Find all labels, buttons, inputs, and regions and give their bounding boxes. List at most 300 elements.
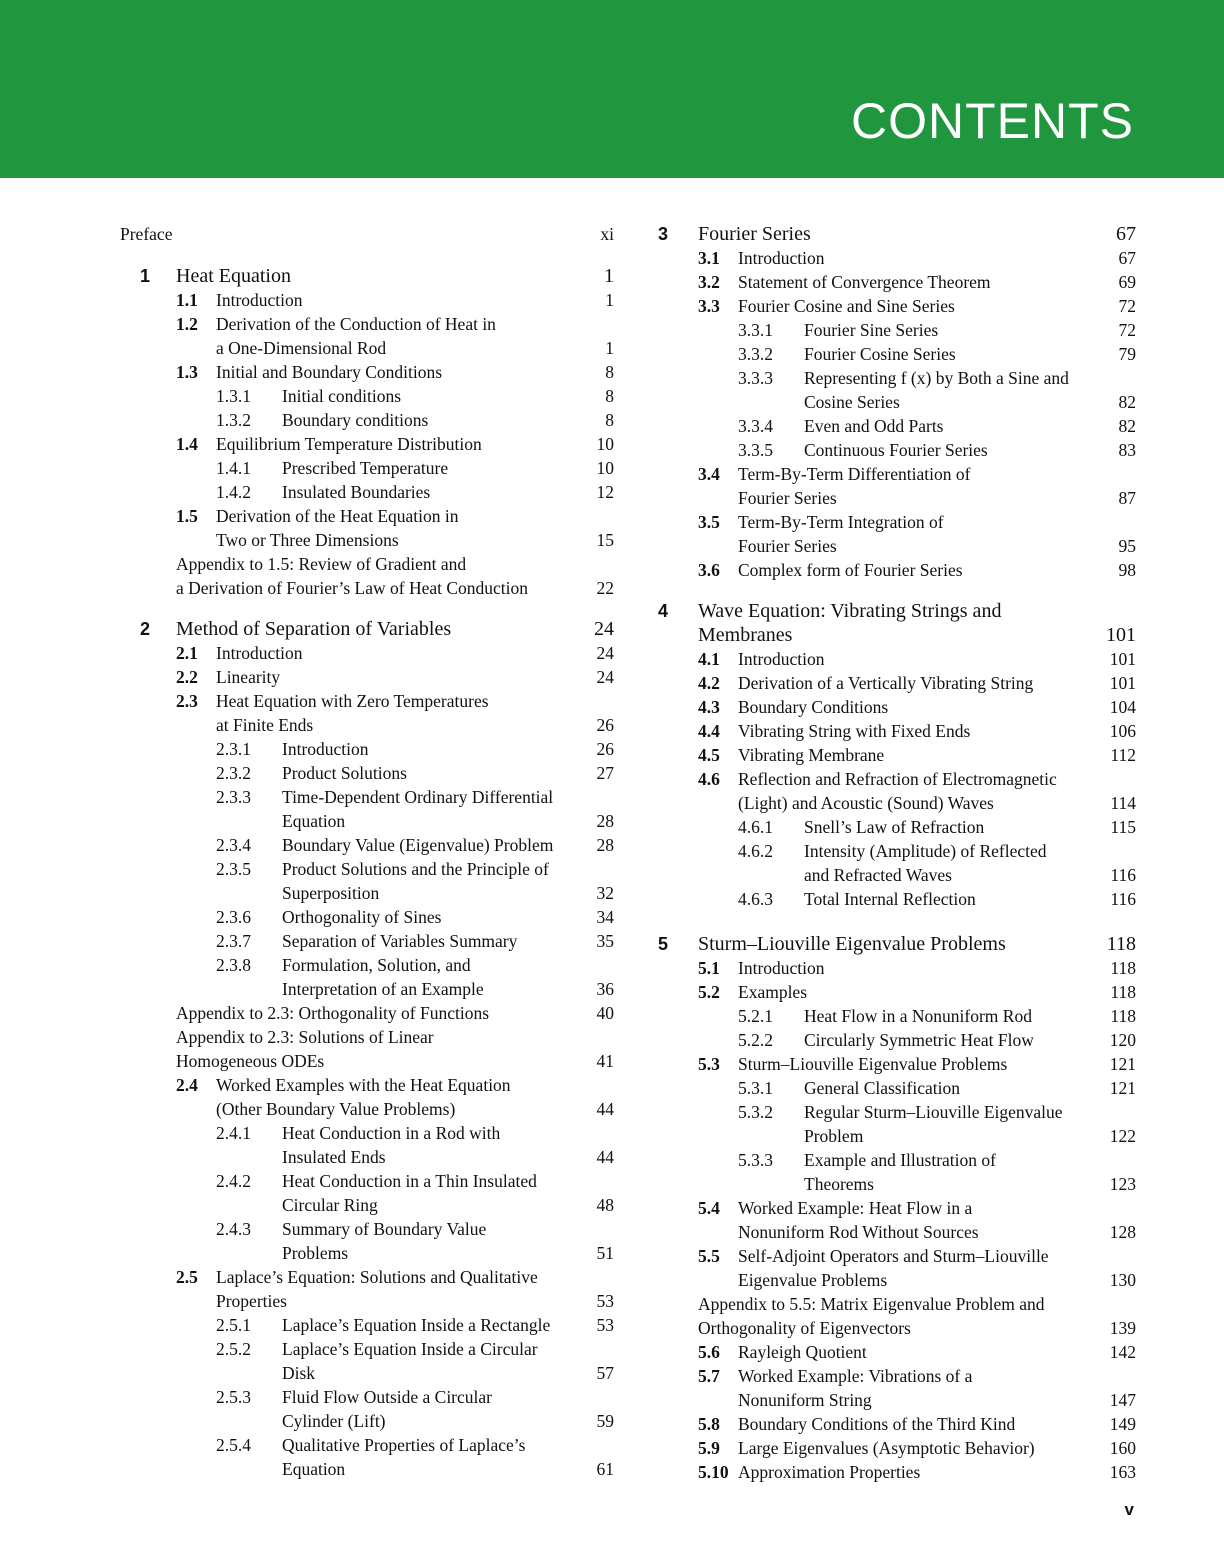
toc-entry-title: Equilibrium Temperature Distribution xyxy=(216,434,482,454)
toc-entry-page: 106 xyxy=(1109,721,1136,741)
toc-entry-page: 12 xyxy=(596,482,614,502)
toc-entry-title: Fourier Sine Series xyxy=(804,320,939,340)
toc-entry-page: 114 xyxy=(1110,793,1136,813)
toc-subsection-entry xyxy=(660,863,1136,887)
toc-subsection-entry xyxy=(660,1076,1136,1100)
toc-entry-title: Laplace’s Equation Inside a Circular xyxy=(282,1339,538,1359)
toc-entry-number: 1.3 xyxy=(176,362,198,382)
toc-chapter-entry xyxy=(120,264,614,288)
toc-entry-title: Problem xyxy=(804,1126,864,1146)
toc-entry-page: 44 xyxy=(596,1147,614,1167)
toc-entry-title: Superposition xyxy=(282,883,380,903)
toc-entry-title: Self-Adjoint Operators and Sturm–Liouville xyxy=(738,1246,1049,1266)
toc-entry-page: 112 xyxy=(1110,745,1136,765)
toc-entry-page: 57 xyxy=(596,1363,614,1383)
toc-entry-number: 2.3.5 xyxy=(216,859,251,879)
toc-subsection-entry xyxy=(120,1409,614,1433)
toc-entry-title: Examples xyxy=(738,982,808,1002)
toc-subsection-entry xyxy=(660,1124,1136,1148)
toc-section-entry xyxy=(660,534,1136,558)
toc-entry-title: Heat Equation xyxy=(176,265,291,287)
toc-entry-title: Appendix to 5.5: Matrix Eigenvalue Problem and xyxy=(698,1294,1045,1314)
toc-subsection-entry xyxy=(120,1433,614,1457)
toc-subsection-entry xyxy=(120,456,614,480)
toc-entry-title: Appendix to 1.5: Review of Gradient and xyxy=(176,554,467,574)
toc-entry-title: (Other Boundary Value Problems) xyxy=(216,1099,456,1119)
toc-entry-number: 1.4 xyxy=(176,434,198,454)
toc-subsection-entry xyxy=(120,833,614,857)
toc-entry-page: 53 xyxy=(596,1291,614,1311)
toc-entry-page: 10 xyxy=(596,434,614,454)
toc-subsection-entry xyxy=(120,1193,614,1217)
toc-entry-title: Introduction xyxy=(282,739,369,759)
toc-entry-number: 5.9 xyxy=(698,1438,720,1458)
toc-entry-title: Circularly Symmetric Heat Flow xyxy=(804,1030,1034,1050)
toc-entry-page: 130 xyxy=(1109,1270,1136,1290)
toc-entry-page: 27 xyxy=(596,763,614,783)
toc-entry-page: 8 xyxy=(605,410,614,430)
toc-entry-title: Qualitative Properties of Laplace’s xyxy=(282,1435,526,1455)
toc-entry-title: Introduction xyxy=(738,958,825,978)
toc-section-entry xyxy=(120,336,614,360)
toc-entry-title: and Refracted Waves xyxy=(804,865,952,885)
toc-entry-number: 5.4 xyxy=(698,1198,720,1218)
toc-entry-page: 101 xyxy=(1109,649,1136,669)
toc-entry-number: 5.8 xyxy=(698,1414,720,1434)
toc-entry-number: 4 xyxy=(658,601,669,621)
toc-subsection-entry xyxy=(120,1361,614,1385)
toc-subsection-entry xyxy=(120,953,614,977)
toc-entry-page: 48 xyxy=(596,1195,614,1215)
toc-section-entry xyxy=(120,528,614,552)
toc-entry-title: Approximation Properties xyxy=(738,1462,921,1482)
toc-entry-page: 128 xyxy=(1109,1222,1136,1242)
toc-section-entry xyxy=(120,1073,614,1097)
toc-entry-number: 2.3.8 xyxy=(216,955,251,975)
toc-entry-number: 2.3.6 xyxy=(216,907,251,927)
toc-entry-page: 1 xyxy=(604,265,614,287)
toc-entry-title: Linearity xyxy=(216,667,281,687)
toc-entry-page: 95 xyxy=(1118,536,1136,556)
toc-entry-page: 26 xyxy=(596,739,614,759)
toc-entry-title: Properties xyxy=(216,1291,287,1311)
toc-entry-title: Insulated Boundaries xyxy=(282,482,431,502)
toc-section-entry xyxy=(660,1412,1136,1436)
toc-entry-title: Worked Example: Heat Flow in a xyxy=(738,1198,973,1218)
toc-entry-page: 79 xyxy=(1118,344,1136,364)
toc-entry-title: Representing f (x) by Both a Sine and xyxy=(804,368,1069,388)
toc-entry-number: 3.3.1 xyxy=(738,320,773,340)
toc-entry-title: Equation xyxy=(282,1459,346,1479)
toc-entry-title: Term-By-Term Integration of xyxy=(738,512,944,532)
toc-entry-page: 82 xyxy=(1118,416,1136,436)
toc-entry-page: 44 xyxy=(596,1099,614,1119)
toc-entry-number: 3.4 xyxy=(698,464,720,484)
toc-entry-title: Derivation of the Conduction of Heat in xyxy=(216,314,496,334)
toc-entry-page: 22 xyxy=(596,578,614,598)
toc-entry-page: 121 xyxy=(1109,1078,1136,1098)
toc-entry-title: Worked Example: Vibrations of a xyxy=(738,1366,973,1386)
toc-section-entry xyxy=(120,312,614,336)
toc-section-entry xyxy=(660,647,1136,671)
toc-entry-title: Reflection and Refraction of Electromagnetic xyxy=(738,769,1057,789)
toc-entry-number: 3.3 xyxy=(698,296,720,316)
toc-entry-title: Worked Examples with the Heat Equation xyxy=(216,1075,511,1095)
toc-entry-page: 87 xyxy=(1118,488,1136,508)
toc-entry-page: 40 xyxy=(596,1003,614,1023)
toc-section-entry xyxy=(120,1289,614,1313)
toc-appendix-entry xyxy=(120,552,614,576)
toc-entry-page: 24 xyxy=(594,618,614,640)
toc-entry-number: 3.3.5 xyxy=(738,440,773,460)
toc-entry-number: 5.6 xyxy=(698,1342,720,1362)
toc-entry-title: Statement of Convergence Theorem xyxy=(738,272,991,292)
toc-entry-page: 98 xyxy=(1118,560,1136,580)
toc-entry-title: Continuous Fourier Series xyxy=(804,440,988,460)
toc-entry-number: 3.6 xyxy=(698,560,720,580)
toc-entry-number: 4.6.1 xyxy=(738,817,773,837)
toc-entry-number: 5.5 xyxy=(698,1246,720,1266)
toc-entry-title: Initial and Boundary Conditions xyxy=(216,362,443,382)
header-banner xyxy=(0,0,1224,178)
toc-entry-title: Orthogonality of Sines xyxy=(282,907,442,927)
toc-entry-title: Example and Illustration of xyxy=(804,1150,996,1170)
toc-entry-number: 2.2 xyxy=(176,667,198,687)
toc-entry-number: 1 xyxy=(140,266,151,286)
toc-subsection-entry xyxy=(120,785,614,809)
toc-chapter-entry xyxy=(660,222,1136,246)
toc-entry-title: Introduction xyxy=(216,290,303,310)
toc-entry-number: 4.2 xyxy=(698,673,720,693)
toc-appendix-entry xyxy=(120,1025,614,1049)
toc-entry-title: Appendix to 2.3: Solutions of Linear xyxy=(176,1027,434,1047)
toc-entry-page: 67 xyxy=(1116,223,1136,245)
toc-entry-number: 2.3.3 xyxy=(216,787,251,807)
toc-section-entry xyxy=(660,1364,1136,1388)
toc-section-entry xyxy=(120,360,614,384)
toc-entry-page: 51 xyxy=(596,1243,614,1263)
toc-entry-title: Total Internal Reflection xyxy=(804,889,976,909)
toc-entry-page: 101 xyxy=(1106,624,1136,646)
toc-entry-number: 2.4.2 xyxy=(216,1171,251,1191)
toc-chapter-entry xyxy=(660,932,1136,956)
toc-subsection-entry xyxy=(660,390,1136,414)
toc-section-entry xyxy=(660,1388,1136,1412)
toc-section-entry xyxy=(660,510,1136,534)
toc-entry-title: Fourier Cosine Series xyxy=(804,344,956,364)
toc-entry-number: 5.2.2 xyxy=(738,1030,773,1050)
toc-entry-title: Derivation of the Heat Equation in xyxy=(216,506,459,526)
toc-entry-number: 2.1 xyxy=(176,643,198,663)
toc-subsection-entry xyxy=(660,342,1136,366)
toc-entry-page: 24 xyxy=(596,643,614,663)
toc-right-column xyxy=(660,222,1136,1484)
toc-entry-page: 24 xyxy=(596,667,614,687)
toc-entry-page: 139 xyxy=(1109,1318,1136,1338)
toc-entry-title: Theorems xyxy=(804,1174,874,1194)
toc-entry-number: 2.5.4 xyxy=(216,1435,251,1455)
toc-entry-number: 1.4.1 xyxy=(216,458,251,478)
toc-entry-title: Nonuniform String xyxy=(738,1390,872,1410)
toc-subsection-entry xyxy=(120,977,614,1001)
toc-entry-title: a Derivation of Fourier’s Law of Heat Conduction xyxy=(176,578,529,598)
toc-entry-page: 34 xyxy=(596,907,614,927)
toc-entry-page: 28 xyxy=(596,811,614,831)
toc-appendix-entry xyxy=(660,1316,1136,1340)
toc-entry-page: 28 xyxy=(596,835,614,855)
toc-entry-title: Circular Ring xyxy=(282,1195,378,1215)
toc-entry-title: Boundary Conditions xyxy=(738,697,889,717)
toc-entry-title: Laplace’s Equation Inside a Rectangle xyxy=(282,1315,551,1335)
toc-entry-number: 5.10 xyxy=(698,1462,729,1482)
toc-entry-title: Problems xyxy=(282,1243,349,1263)
toc-subsection-entry xyxy=(120,881,614,905)
toc-section-entry xyxy=(660,1436,1136,1460)
toc-entry-title: Fourier Series xyxy=(738,488,837,508)
toc-entry-title: (Light) and Acoustic (Sound) Waves xyxy=(738,793,994,813)
toc-entry-page: 53 xyxy=(596,1315,614,1335)
toc-appendix-entry xyxy=(120,1049,614,1073)
toc-subsection-entry xyxy=(660,1172,1136,1196)
toc-entry-page: 118 xyxy=(1110,982,1136,1002)
toc-entry-page: 61 xyxy=(596,1459,614,1479)
toc-entry-number: 4.6.3 xyxy=(738,889,773,909)
toc-entry-page: 118 xyxy=(1110,1006,1136,1026)
toc-entry-page: 10 xyxy=(596,458,614,478)
toc-section-entry xyxy=(120,432,614,456)
toc-subsection-entry xyxy=(660,1148,1136,1172)
toc-entry-title: Wave Equation: Vibrating Strings and xyxy=(698,600,1002,622)
toc-chapter-entry xyxy=(120,617,614,641)
toc-entry-number: 5.2 xyxy=(698,982,720,1002)
toc-entry-title: Homogeneous ODEs xyxy=(176,1051,325,1071)
toc-entry-number: 2.3.4 xyxy=(216,835,251,855)
toc-section-entry xyxy=(660,558,1136,582)
toc-section-entry xyxy=(660,719,1136,743)
toc-subsection-entry xyxy=(120,384,614,408)
toc-entry-number: 1.5 xyxy=(176,506,198,526)
toc-entry-number: 4.6.2 xyxy=(738,841,773,861)
toc-subsection-entry xyxy=(120,1217,614,1241)
toc-entry-title: Disk xyxy=(282,1363,316,1383)
toc-entry-number: 3.2 xyxy=(698,272,720,292)
toc-subsection-entry xyxy=(660,1004,1136,1028)
toc-section-entry xyxy=(660,1196,1136,1220)
toc-chapter-entry xyxy=(660,623,1136,647)
toc-entry-title: Derivation of a Vertically Vibrating String xyxy=(738,673,1034,693)
toc-section-entry xyxy=(660,956,1136,980)
toc-entry-title: Initial conditions xyxy=(282,386,402,406)
toc-subsection-entry xyxy=(660,414,1136,438)
toc-entry-page: 32 xyxy=(596,883,614,903)
toc-section-entry xyxy=(660,1460,1136,1484)
toc-subsection-entry xyxy=(120,1337,614,1361)
toc-entry-number: 5.2.1 xyxy=(738,1006,773,1026)
toc-section-entry xyxy=(660,1268,1136,1292)
toc-entry-number: 2.4.1 xyxy=(216,1123,251,1143)
toc-appendix-entry xyxy=(120,1001,614,1025)
spacer xyxy=(120,246,614,264)
spacer xyxy=(660,911,1136,932)
toc-entry-title: Heat Equation with Zero Temperatures xyxy=(216,691,489,711)
toc-entry-page: xi xyxy=(600,224,614,244)
toc-entry-title: Appendix to 2.3: Orthogonality of Functions xyxy=(176,1003,490,1023)
toc-entry-page: 72 xyxy=(1118,296,1136,316)
toc-section-entry xyxy=(660,1052,1136,1076)
toc-entry-page: 121 xyxy=(1109,1054,1136,1074)
toc-entry-title: Laplace’s Equation: Solutions and Qualitative xyxy=(216,1267,538,1287)
toc-section-entry xyxy=(660,486,1136,510)
toc-section-entry xyxy=(660,980,1136,1004)
toc-entry-number: 1.3.1 xyxy=(216,386,251,406)
toc-subsection-entry xyxy=(660,839,1136,863)
toc-chapter-entry xyxy=(660,599,1136,623)
toc-section-entry xyxy=(660,767,1136,791)
toc-entry-title: Summary of Boundary Value xyxy=(282,1219,487,1239)
toc-entry-page: 118 xyxy=(1110,958,1136,978)
toc-entry-title: Boundary conditions xyxy=(282,410,429,430)
toc-section-entry xyxy=(120,504,614,528)
toc-entry-page: 123 xyxy=(1109,1174,1136,1194)
toc-entry-number: 5.3.1 xyxy=(738,1078,773,1098)
toc-entry-title: Method of Separation of Variables xyxy=(176,618,452,640)
toc-entry-title: Introduction xyxy=(216,643,303,663)
toc-entry-page: 35 xyxy=(596,931,614,951)
toc-entry-page: 1 xyxy=(605,290,614,310)
toc-entry-page: 8 xyxy=(605,386,614,406)
toc-section-entry xyxy=(120,1097,614,1121)
toc-entry-page: 120 xyxy=(1109,1030,1136,1050)
toc-entry-title: Heat Flow in a Nonuniform Rod xyxy=(804,1006,1032,1026)
toc-subsection-entry xyxy=(660,1028,1136,1052)
toc-entry-title: Separation of Variables Summary xyxy=(282,931,518,951)
toc-entry-number: 1.4.2 xyxy=(216,482,251,502)
toc-entry-page: 15 xyxy=(596,530,614,550)
toc-entry-title: Snell’s Law of Refraction xyxy=(804,817,985,837)
spacer xyxy=(660,582,1136,599)
toc-entry-number: 3 xyxy=(658,224,669,244)
toc-entry-page: 72 xyxy=(1118,320,1136,340)
toc-entry-title: Large Eigenvalues (Asymptotic Behavior) xyxy=(738,1438,1035,1458)
toc-entry-page: 149 xyxy=(1109,1414,1136,1434)
toc-entry-title: Preface xyxy=(120,224,173,244)
toc-entry-number: 4.1 xyxy=(698,649,720,669)
toc-entry-number: 2.5.2 xyxy=(216,1339,251,1359)
toc-subsection-entry xyxy=(120,905,614,929)
toc-section-entry xyxy=(120,288,614,312)
toc-section-entry xyxy=(660,246,1136,270)
toc-entry-number: 3.3.4 xyxy=(738,416,773,436)
toc-entry-title: Boundary Conditions of the Third Kind xyxy=(738,1414,1016,1434)
spacer xyxy=(120,600,614,617)
toc-entry-title: Intensity (Amplitude) of Reflected xyxy=(804,841,1047,861)
toc-entry-number: 4.3 xyxy=(698,697,720,717)
toc-entry-number: 4.6 xyxy=(698,769,720,789)
toc-entry-page: 101 xyxy=(1109,673,1136,693)
toc-section-entry xyxy=(660,294,1136,318)
toc-entry-page: 26 xyxy=(596,715,614,735)
toc-entry-title: Fluid Flow Outside a Circular xyxy=(282,1387,492,1407)
toc-entry-number: 1.2 xyxy=(176,314,198,334)
toc-subsection-entry xyxy=(660,438,1136,462)
toc-entry-title: Introduction xyxy=(738,248,825,268)
toc-appendix-entry xyxy=(660,1292,1136,1316)
toc-subsection-entry xyxy=(120,1385,614,1409)
toc-entry-page: 41 xyxy=(596,1051,614,1071)
toc-section-entry xyxy=(660,462,1136,486)
toc-entry-number: 4.5 xyxy=(698,745,720,765)
toc-entry-number: 2.3.2 xyxy=(216,763,251,783)
toc-subsection-entry xyxy=(120,929,614,953)
toc-entry-title: Fourier Series xyxy=(698,223,811,245)
toc-entry-title: Fourier Cosine and Sine Series xyxy=(738,296,955,316)
toc-subsection-entry xyxy=(120,1121,614,1145)
toc-entry-page: 83 xyxy=(1118,440,1136,460)
toc-subsection-entry xyxy=(120,1241,614,1265)
toc-entry-title: Nonuniform Rod Without Sources xyxy=(738,1222,979,1242)
toc-preface-entry xyxy=(120,222,614,246)
toc-section-entry xyxy=(660,743,1136,767)
toc-entry-number: 2.3.7 xyxy=(216,931,251,951)
toc-entry-page: 82 xyxy=(1118,392,1136,412)
toc-entry-title: Term-By-Term Differentiation of xyxy=(738,464,971,484)
toc-entry-number: 5.7 xyxy=(698,1366,720,1386)
toc-section-entry xyxy=(660,1244,1136,1268)
toc-entry-page: 116 xyxy=(1110,889,1136,909)
toc-section-entry xyxy=(120,1265,614,1289)
toc-entry-title: Regular Sturm–Liouville Eigenvalue xyxy=(804,1102,1063,1122)
toc-entry-number: 3.5 xyxy=(698,512,720,532)
toc-entry-title: a One-Dimensional Rod xyxy=(216,338,387,358)
toc-entry-title: Formulation, Solution, and xyxy=(282,955,471,975)
toc-subsection-entry xyxy=(120,809,614,833)
toc-section-entry xyxy=(660,671,1136,695)
toc-subsection-entry xyxy=(660,887,1136,911)
toc-entry-title: Vibrating Membrane xyxy=(738,745,885,765)
toc-entry-page: 160 xyxy=(1109,1438,1136,1458)
toc-subsection-entry xyxy=(120,1313,614,1337)
toc-subsection-entry xyxy=(660,1100,1136,1124)
toc-entry-title: at Finite Ends xyxy=(216,715,314,735)
toc-entry-number: 2.5 xyxy=(176,1267,198,1287)
toc-entry-title: Heat Conduction in a Rod with xyxy=(282,1123,501,1143)
toc-entry-title: Prescribed Temperature xyxy=(282,458,449,478)
toc-entry-title: Time-Dependent Ordinary Differential xyxy=(282,787,554,807)
toc-section-entry xyxy=(660,1220,1136,1244)
toc-entry-page: 59 xyxy=(596,1411,614,1431)
toc-entry-title: Two or Three Dimensions xyxy=(216,530,399,550)
toc-section-entry xyxy=(120,641,614,665)
toc-appendix-entry xyxy=(120,576,614,600)
toc-entry-title: General Classification xyxy=(804,1078,960,1098)
toc-entry-page: 8 xyxy=(605,362,614,382)
toc-entry-title: Interpretation of an Example xyxy=(282,979,484,999)
toc-entry-title: Vibrating String with Fixed Ends xyxy=(738,721,971,741)
toc-subsection-entry xyxy=(660,815,1136,839)
toc-entry-number: 5 xyxy=(658,934,669,954)
toc-entry-title: Product Solutions and the Principle of xyxy=(282,859,549,879)
page-title: CONTENTS xyxy=(851,93,1134,149)
toc-entry-number: 2 xyxy=(140,619,151,639)
toc-entry-title: Sturm–Liouville Eigenvalue Problems xyxy=(698,933,1006,955)
toc-entry-title: Even and Odd Parts xyxy=(804,416,944,436)
toc-section-entry xyxy=(120,713,614,737)
toc-entry-title: Cosine Series xyxy=(804,392,900,412)
toc-entry-number: 5.3.2 xyxy=(738,1102,773,1122)
toc-entry-title: Fourier Series xyxy=(738,536,837,556)
toc-entry-title: Sturm–Liouville Eigenvalue Problems xyxy=(738,1054,1008,1074)
toc-entry-title: Rayleigh Quotient xyxy=(738,1342,867,1362)
